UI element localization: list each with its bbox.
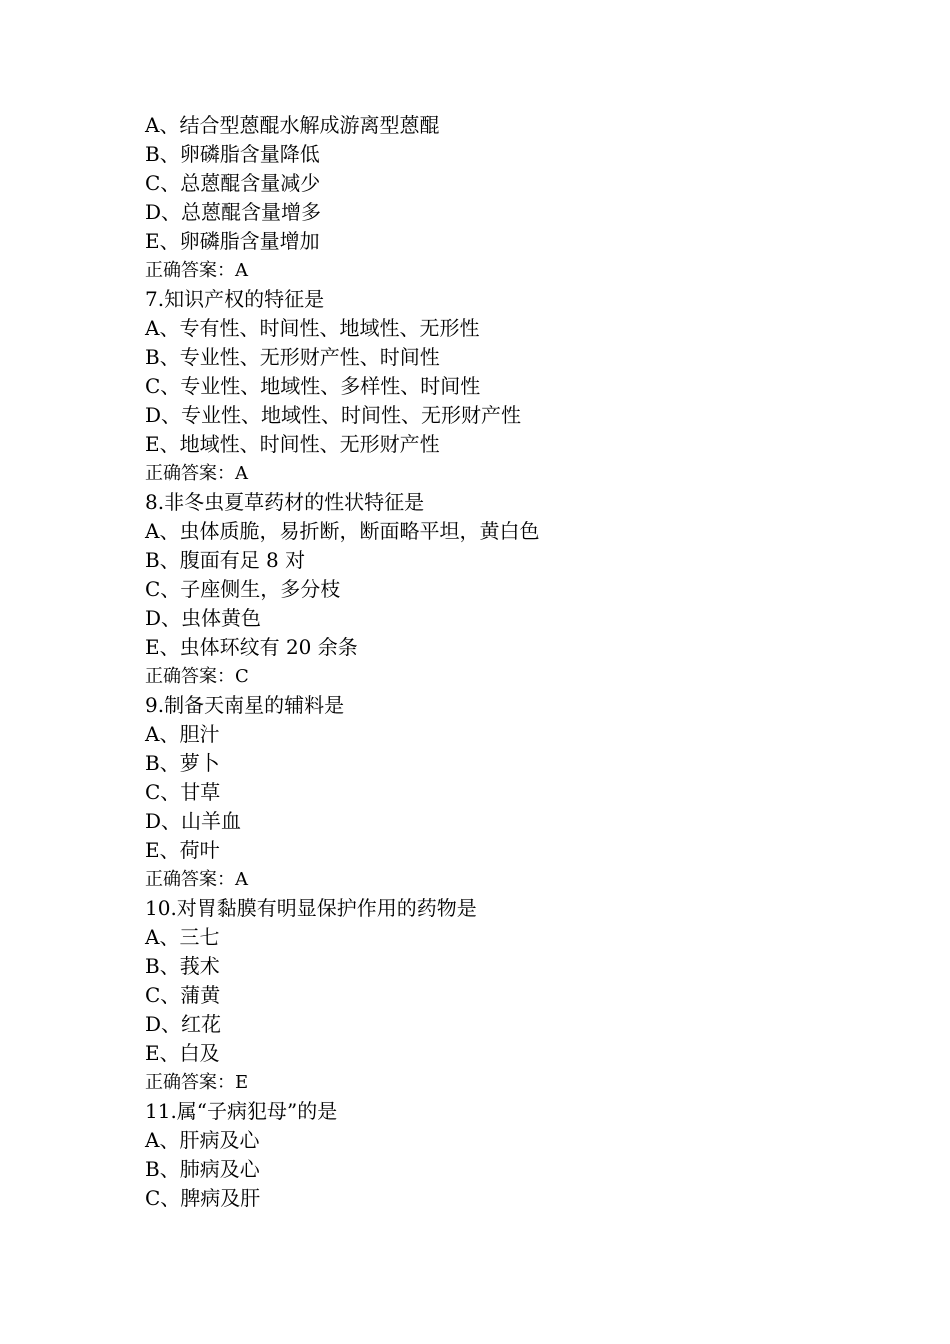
option-c: C、总蒽醌含量减少 bbox=[145, 171, 321, 195]
question-7 bbox=[145, 285, 905, 488]
correct-answer: 正确答案：E bbox=[145, 1072, 249, 1093]
option-b: B、莪术 bbox=[145, 954, 220, 978]
option-a: A、结合型蒽醌水解成游离型蒽醌 bbox=[145, 113, 440, 137]
question-stem: 7.知识产权的特征是 bbox=[145, 287, 325, 311]
question-11 bbox=[145, 1097, 905, 1213]
option-c: C、甘草 bbox=[145, 780, 221, 804]
option-c: C、脾病及肝 bbox=[145, 1186, 261, 1210]
option-e: E、卵磷脂含量增加 bbox=[145, 229, 320, 253]
option-c: C、子座侧生，多分枝 bbox=[145, 577, 341, 601]
option-c: C、蒲黄 bbox=[145, 983, 221, 1007]
option-b: B、卵磷脂含量降低 bbox=[145, 142, 320, 166]
option-e: E、荷叶 bbox=[145, 838, 220, 862]
option-c: C、专业性、地域性、多样性、时间性 bbox=[145, 374, 481, 398]
option-a: A、专有性、时间性、地域性、无形性 bbox=[145, 316, 480, 340]
option-d: D、虫体黄色 bbox=[145, 606, 262, 630]
option-d: D、山羊血 bbox=[145, 809, 242, 833]
question-6-tail bbox=[145, 111, 905, 285]
correct-answer: 正确答案：C bbox=[145, 666, 249, 687]
option-e: E、地域性、时间性、无形财产性 bbox=[145, 432, 440, 456]
option-b: B、专业性、无形财产性、时间性 bbox=[145, 345, 440, 369]
option-a: A、胆汁 bbox=[145, 722, 220, 746]
option-b: B、肺病及心 bbox=[145, 1157, 260, 1181]
option-d: D、专业性、地域性、时间性、无形财产性 bbox=[145, 403, 522, 427]
question-8 bbox=[145, 488, 905, 691]
document-page bbox=[145, 111, 905, 1213]
option-e: E、虫体环纹有 20 余条 bbox=[145, 635, 358, 659]
correct-answer: 正确答案：A bbox=[145, 869, 248, 890]
option-d: D、总蒽醌含量增多 bbox=[145, 200, 322, 224]
option-a: A、虫体质脆，易折断，断面略平坦，黄白色 bbox=[145, 519, 540, 543]
option-b: B、腹面有足 8 对 bbox=[145, 548, 306, 572]
question-stem: 10.对胃黏膜有明显保护作用的药物是 bbox=[145, 896, 477, 920]
option-b: B、萝卜 bbox=[145, 751, 220, 775]
question-9 bbox=[145, 691, 905, 894]
question-stem: 11.属“子病犯母”的是 bbox=[145, 1099, 338, 1123]
question-stem: 8.非冬虫夏草药材的性状特征是 bbox=[145, 490, 425, 514]
question-stem: 9.制备天南星的辅料是 bbox=[145, 693, 345, 717]
question-10 bbox=[145, 894, 905, 1097]
correct-answer: 正确答案：A bbox=[145, 463, 248, 484]
correct-answer: 正确答案：A bbox=[145, 260, 248, 281]
option-a: A、肝病及心 bbox=[145, 1128, 260, 1152]
option-e: E、白及 bbox=[145, 1041, 220, 1065]
option-a: A、三七 bbox=[145, 925, 220, 949]
option-d: D、红花 bbox=[145, 1012, 222, 1036]
